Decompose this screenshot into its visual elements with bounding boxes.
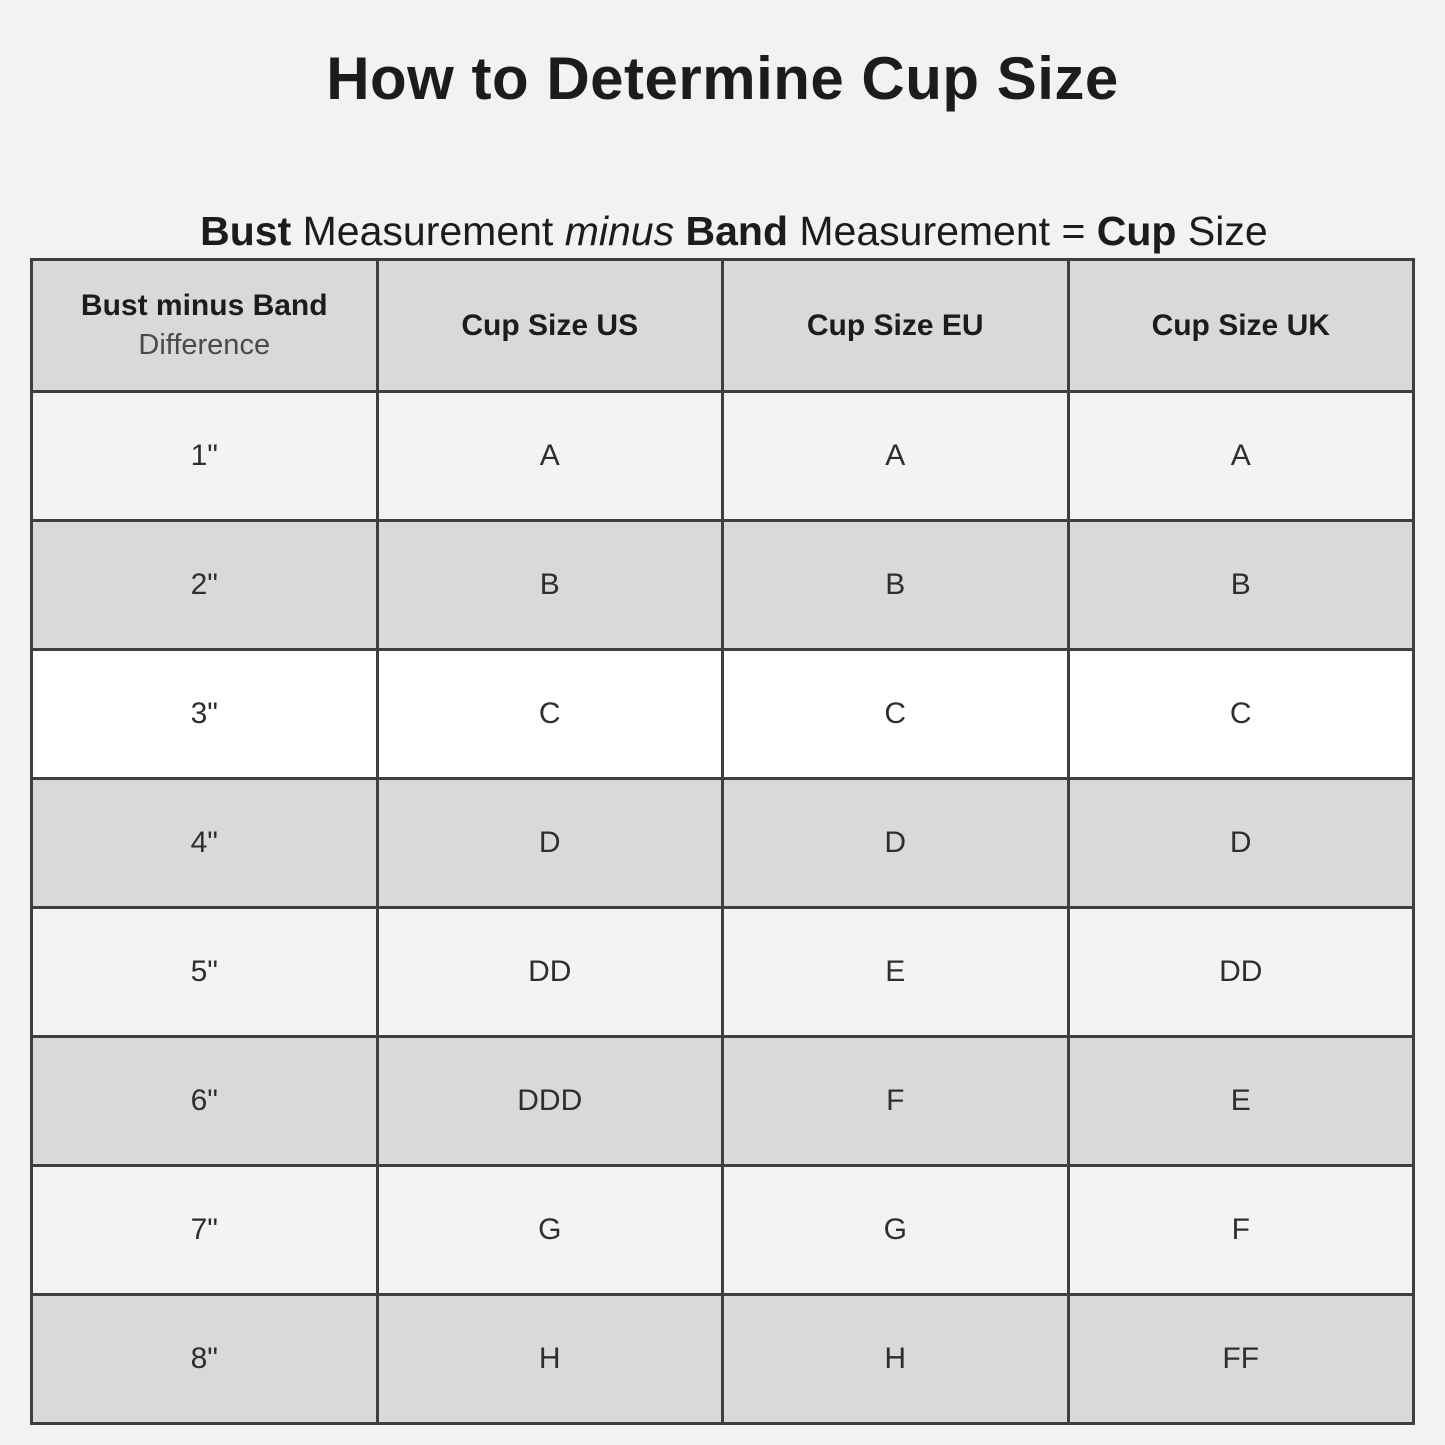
cell-us: G: [377, 1166, 723, 1295]
subtitle-part-size: Size: [1176, 208, 1268, 254]
cell-eu: H: [723, 1295, 1069, 1424]
cell-us: C: [377, 650, 723, 779]
cell-eu: D: [723, 779, 1069, 908]
column-header-cup-size-eu: Cup Size EU: [723, 260, 1069, 392]
cell-us: DDD: [377, 1037, 723, 1166]
cell-eu: A: [723, 392, 1069, 521]
cell-eu: E: [723, 908, 1069, 1037]
cell-eu: C: [723, 650, 1069, 779]
subtitle-part-band: Band: [674, 208, 788, 254]
cell-us: DD: [377, 908, 723, 1037]
subtitle-part-bust: Bust: [200, 208, 292, 254]
cell-eu: G: [723, 1166, 1069, 1295]
cell-eu: B: [723, 521, 1069, 650]
cup-size-table: [30, 258, 1415, 1425]
subtitle-part-measurement: Measurement: [291, 208, 565, 254]
column-header-cup-size-uk: Cup Size UK: [1068, 260, 1414, 392]
table-row: [32, 779, 1414, 908]
table-body: [32, 392, 1414, 1424]
cell-uk: FF: [1068, 1295, 1414, 1424]
subtitle-part-cup: Cup: [1096, 208, 1177, 254]
table-row: [32, 908, 1414, 1037]
cell-difference: 7": [32, 1166, 378, 1295]
column-header-subtitle: Difference: [138, 329, 271, 361]
column-header-cup-size-us: Cup Size US: [377, 260, 723, 392]
subtitle-part-minus: minus: [564, 208, 675, 254]
cell-difference: 2": [32, 521, 378, 650]
cell-uk: F: [1068, 1166, 1414, 1295]
table-row: [32, 650, 1414, 779]
table-row: [32, 1166, 1414, 1295]
column-header-difference: [32, 260, 378, 392]
table-header: [32, 260, 1414, 392]
cell-uk: DD: [1068, 908, 1414, 1037]
cell-uk: D: [1068, 779, 1414, 908]
cell-us: B: [377, 521, 723, 650]
cell-difference: 1": [32, 392, 378, 521]
cell-us: A: [377, 392, 723, 521]
cell-uk: A: [1068, 392, 1414, 521]
subtitle-part-equals: Measurement =: [788, 208, 1097, 254]
column-header-title: Bust minus Band: [80, 289, 328, 322]
cell-eu: F: [723, 1037, 1069, 1166]
cell-uk: E: [1068, 1037, 1414, 1166]
cell-uk: B: [1068, 521, 1414, 650]
cell-uk: C: [1068, 650, 1414, 779]
table-row: [32, 1295, 1414, 1424]
table-row: [32, 1037, 1414, 1166]
cell-difference: 6": [32, 1037, 378, 1166]
cell-us: H: [377, 1295, 723, 1424]
cell-difference: 5": [32, 908, 378, 1037]
cell-difference: 3": [32, 650, 378, 779]
table-row: [32, 521, 1414, 650]
cell-us: D: [377, 779, 723, 908]
table-header-row: [32, 260, 1414, 392]
page-subtitle: [0, 161, 1445, 255]
table-row: [32, 392, 1414, 521]
cell-difference: 8": [32, 1295, 378, 1424]
cell-difference: 4": [32, 779, 378, 908]
page-title: How to Determine Cup Size: [326, 45, 1119, 112]
